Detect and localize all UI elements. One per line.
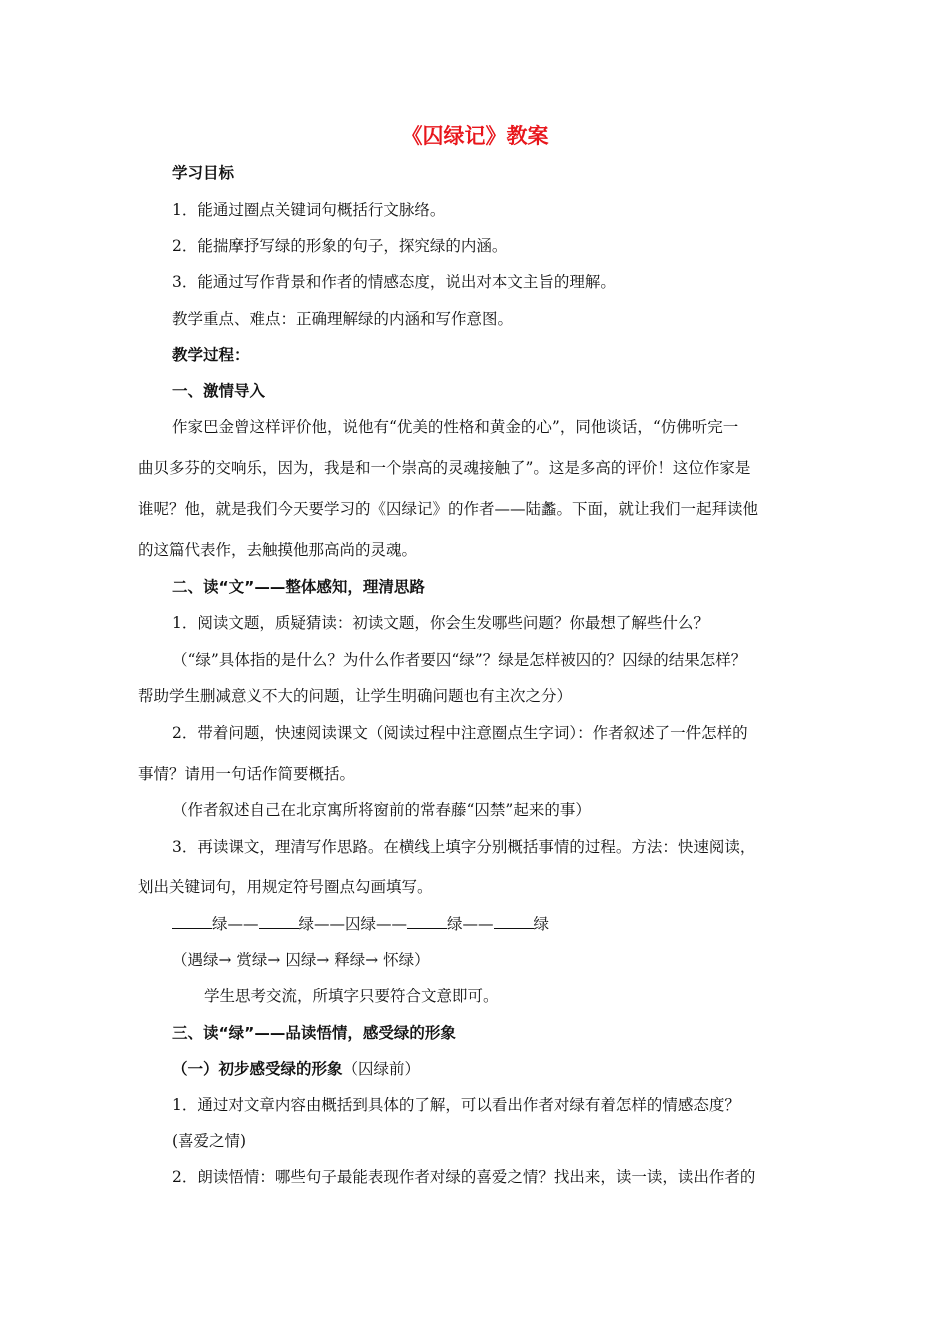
key-points: 教学重点、难点：正确理解绿的内涵和写作意图。	[172, 310, 514, 328]
intro-paragraph-line-4: 的这篇代表作，去触摸他那高尚的灵魂。	[138, 541, 418, 559]
question-1-answer: (喜爱之情)	[172, 1132, 247, 1150]
subsection-1-title: （一）初步感受绿的形象	[172, 1060, 343, 1078]
intro-paragraph-line-1: 作家巴金曾这样评价他，说他有“优美的性格和黄金的心”，同他谈话，“仿佛听完一	[172, 418, 739, 436]
subsection-1-heading	[172, 1059, 420, 1079]
fill-answers: （遇绿→ 赏绿→ 囚绿→ 释绿→ 怀绿）	[172, 951, 430, 969]
student-discussion-note: 学生思考交流，所填字只要符合文意即可。	[204, 987, 499, 1005]
fill-in-blanks-line	[172, 914, 549, 934]
intro-paragraph-line-2: 曲贝多芬的交响乐，因为，我是和一个崇高的灵魂接触了”。这是多高的评价！这位作家是	[138, 459, 751, 477]
question-2: 2．朗读悟情：哪些句子最能表现作者对绿的喜爱之情？找出来，读一读，读出作者的	[172, 1168, 756, 1186]
step-3-line-2: 划出关键词句，用规定符号圈点勾画填写。	[138, 878, 433, 896]
document-title: 《囚绿记》教案	[401, 124, 549, 148]
fill-seg-4: 绿	[533, 915, 550, 933]
intro-paragraph-line-3: 谁呢？他，就是我们今天要学习的《囚绿记》的作者——陆蠡。下面，就让我们一起拜读他	[138, 500, 759, 518]
section-3-heading: 三、读“绿”——品读悟情，感受绿的形象	[172, 1024, 456, 1042]
blank-4[interactable]	[494, 914, 534, 929]
fill-seg-3: 绿——	[447, 915, 494, 933]
heading-teaching-process: 教学过程：	[172, 346, 250, 364]
question-1: 1．通过对文章内容由概括到具体的了解，可以看出作者对绿有着怎样的情感态度？	[172, 1096, 740, 1114]
blank-2[interactable]	[259, 914, 299, 929]
objective-3: 3．能通过写作背景和作者的情感态度，说出对本文主旨的理解。	[172, 273, 616, 291]
step-1-note-line-1: （“绿”具体指的是什么？为什么作者要囚“绿”？绿是怎样被囚的？囚绿的结果怎样？	[172, 651, 747, 669]
fill-seg-2: 绿——囚绿——	[298, 915, 408, 933]
step-1-note-line-2: 帮助学生删减意义不大的问题，让学生明确问题也有主次之分）	[138, 687, 573, 705]
objective-1: 1．能通过圈点关键词句概括行文脉络。	[172, 201, 446, 219]
blank-3[interactable]	[407, 914, 447, 929]
fill-seg-1: 绿——	[212, 915, 259, 933]
section-1-heading: 一、激情导入	[172, 382, 266, 400]
heading-learning-objectives: 学习目标	[172, 164, 235, 182]
step-2-line-1: 2．带着问题，快速阅读课文（阅读过程中注意圈点生字词）：作者叙述了一件怎样的	[172, 724, 748, 742]
step-2-answer: （作者叙述自己在北京寓所将窗前的常春藤“囚禁”起来的事）	[172, 801, 591, 819]
objective-2: 2．能揣摩抒写绿的形象的句子，探究绿的内涵。	[172, 237, 508, 255]
blank-1[interactable]	[172, 914, 212, 929]
section-2-heading: 二、读“文”——整体感知，理清思路	[172, 578, 425, 596]
step-3-line-1: 3．再读课文，理清写作思路。在横线上填字分别概括事情的过程。方法：快速阅读，	[172, 838, 756, 856]
step-1: 1．阅读文题，质疑猜读：初读文题，你会生发哪些问题？你最想了解些什么？	[172, 614, 709, 632]
step-2-line-2: 事情？请用一句话作简要概括。	[138, 765, 356, 783]
subsection-1-suffix: （囚绿前）	[342, 1060, 421, 1078]
